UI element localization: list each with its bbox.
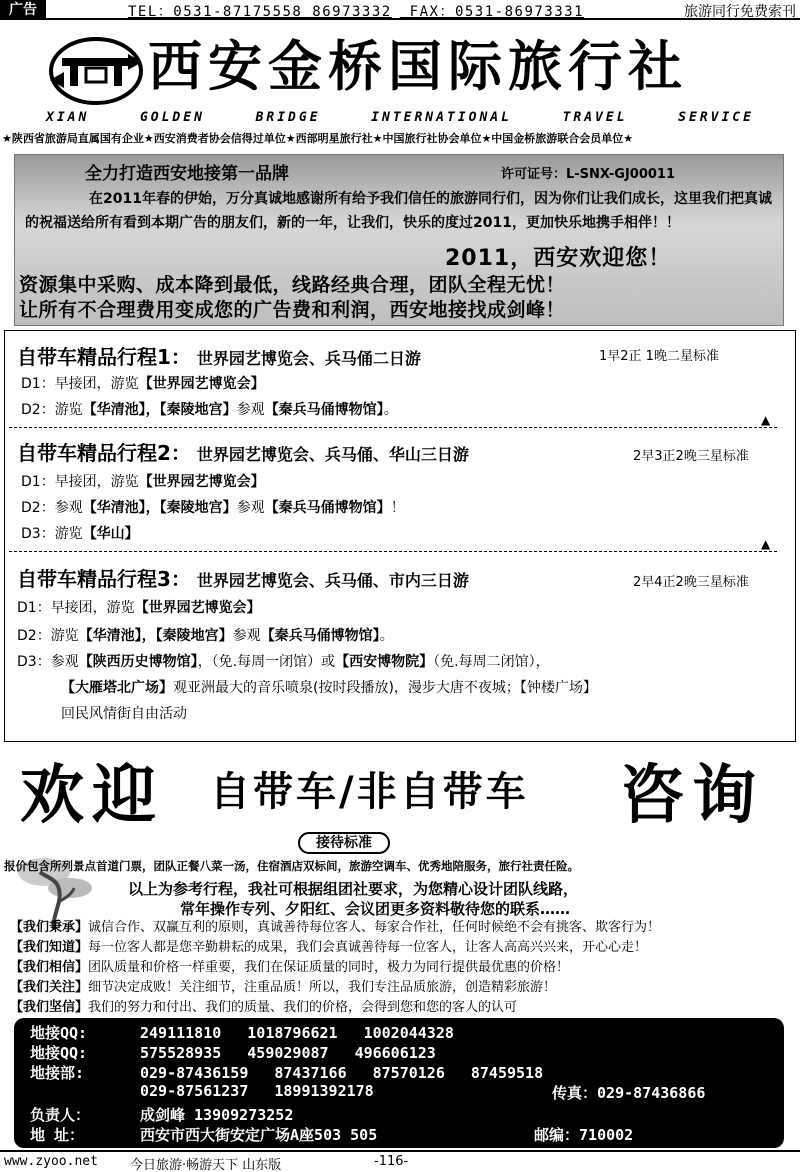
phone-row-1: 地接部: 029-87436159 87437166 87570126 87459518	[30, 1064, 544, 1082]
en-word: BRIDGE	[255, 110, 321, 125]
itinerary-1-day-2: D2：游览【华清池】，【秦陵地宫】参观【秦兵马俑博物馆】。	[21, 402, 398, 418]
itinerary-2-day-3: D3：游览【华山】	[21, 526, 139, 542]
qq-row-1: 地接QQ: 249111810 1018796621 1002044328	[30, 1024, 454, 1042]
pledge-item: 【我们知道】每一位客人都是您辛勤耕耘的成果，我们会真诚善待每一位客人，让客人高高兴兴来，开心心走！	[10, 940, 648, 955]
slogan-line-2: 让所有不合理费用变成您的广告费和利润，西安地接找成剑峰！	[19, 299, 566, 321]
company-name-en	[46, 110, 754, 125]
header-tel: TEL：0531-87175558 86973332	[128, 4, 392, 20]
en-word: GOLDEN	[139, 110, 205, 125]
zip-row: 邮编：710002	[534, 1126, 634, 1144]
banner-slogan	[19, 273, 779, 323]
welcome-banner	[20, 744, 790, 833]
company-logo-icon	[48, 36, 144, 106]
publication-name: 旅游同行免费索刊	[684, 4, 796, 20]
itinerary-3-standard: 2早4正2晚三星标准	[633, 575, 749, 590]
standards-badge: 接待标准	[298, 832, 390, 854]
top-bar	[0, 0, 800, 20]
en-word: SERVICE	[678, 110, 754, 125]
fax-row: 传真：029-87436866	[552, 1084, 706, 1102]
itinerary-3-day-3: D3：参观【陕西历史博物馆】，（免.每周一闭馆）或【西安博物院】（免.每周二闭馆），	[17, 654, 550, 670]
itinerary-2-route: 世界园艺博览会、兵马俑、华山三日游	[196, 445, 469, 464]
itinerary-1-day-1: D1：早接团，游览【世界园艺博览会】	[21, 376, 265, 392]
header-fax: FAX：0531-86973331	[409, 4, 585, 20]
footer-site: www.zyoo.net	[4, 1154, 98, 1169]
itinerary-3-title: 自带车精品行程3： 世界园艺博览会、兵马俑、市内三日游	[17, 567, 469, 591]
itinerary-1-title: 自带车精品行程1： 世界园艺博览会、兵马俑二日游	[17, 345, 421, 369]
welcome-left: 欢迎	[20, 758, 164, 833]
itineraries-section	[4, 330, 796, 742]
footer-slogan: 今日旅游·畅游天下 山东版	[130, 1158, 282, 1172]
triangle-marker-icon: ▲	[761, 537, 771, 551]
itinerary-2-day-1: D1：早接团，游览【世界园艺博览会】	[21, 474, 265, 490]
itinerary-3-route: 世界园艺博览会、兵马俑、市内三日游	[196, 571, 469, 590]
phone-row-2: 029-87561237 18991392178	[140, 1082, 374, 1100]
company-name-cn: 西安金桥国际旅行社	[148, 34, 688, 98]
welcome-2011: 2011，西安欢迎您！	[445, 246, 672, 271]
manager-row: 负责人： 成剑峰 13909273252	[30, 1106, 294, 1124]
contact-panel	[14, 1018, 784, 1148]
divider	[9, 427, 777, 428]
membership-line: ★陕西省旅游局直属国有企业★西安消费者协会信得过单位★西部明星旅行社★中国旅行社协会单位★中国金桥旅游联合会员单位★	[2, 132, 634, 145]
footer	[0, 1150, 800, 1172]
itinerary-3-day-1: D1：早接团，游览【世界园艺博览会】	[17, 600, 261, 616]
itinerary-3-extra-1: 【大雁塔北广场】观亚洲最大的音乐喷泉(按时段播放)，漫步大唐不夜城；【钟楼广场】	[61, 680, 597, 696]
triangle-marker-icon: ▲	[761, 413, 771, 427]
license-number: 许可证号：L-SNX-GJ00011	[501, 167, 676, 182]
slogan-line-1: 资源集中采购、成本降到最低，线路经典合理，团队全程无忧！	[19, 274, 566, 296]
intro-banner	[14, 154, 784, 326]
divider	[9, 551, 777, 552]
standards-text: 报价包含所列景点首道门票，团队正餐八菜一汤，住宿酒店双标间，旅游空调车、优秀地陪服务，旅行社责任险。	[4, 859, 579, 873]
qq-row-2: 地接QQ: 575528935 459029087 496606123	[30, 1044, 436, 1062]
pledges-list	[10, 918, 800, 1018]
itinerary-1-route: 世界园艺博览会、兵马俑二日游	[196, 349, 421, 368]
ad-tag: 广告	[0, 0, 46, 20]
welcome-middle: 自带车/非自带车	[210, 769, 529, 815]
itinerary-3-extra-2: 回民风情街自由活动	[61, 706, 187, 722]
itinerary-2-standard: 2早3正2晚三星标准	[633, 449, 749, 464]
pledge-item: 【我们相信】团队质量和价格一样重要，我们在保证质量的同时，极力为同行提供最优惠的价格！	[10, 960, 570, 975]
en-word: XIAN	[46, 110, 90, 125]
pledge-item: 【我们坚信】我们的努力和付出、我们的质量、我们的价格，会得到您和您的客人的认可	[10, 1000, 518, 1015]
pledge-item: 【我们秉承】诚信合作、双赢互利的原则，真诚善待每位客人、每家合作社，任何时候绝不会有挑客、欺客行为！	[10, 920, 661, 935]
en-word: INTERNATIONAL	[371, 110, 512, 125]
welcome-right: 咨询	[620, 758, 764, 833]
itinerary-2-day-2: D2：参观【华清池】，【秦陵地宫】参观【秦兵马俑博物馆】！	[21, 500, 405, 516]
en-word: TRAVEL	[562, 110, 628, 125]
header-contact	[128, 1, 592, 21]
page-number: -116-	[374, 1154, 409, 1169]
banner-title: 全力打造西安地接第一品牌	[85, 164, 289, 184]
itinerary-1-standard: 1早2正 1晚二星标准	[599, 349, 719, 364]
itinerary-2-title: 自带车精品行程2： 世界园艺博览会、兵马俑、华山三日游	[17, 441, 469, 465]
special-train-note: 常年操作专列、夕阳红、会议团更多资料敬待您的联系……	[180, 900, 571, 918]
custom-route-note: 以上为参考行程，我社可根据组团社要求，为您精心设计团队线路，	[128, 880, 579, 898]
address-row: 地 址： 西安市西大街安定广场A座503 505	[30, 1126, 378, 1144]
banner-intro: 在2011年春的伊始，万分真诚地感谢所有给予我们信任的旅游同行们，因为你们让我们成长，这里我们把真诚的祝福送给所有看到本期广告的朋友们，新的一年，让我们，快乐的度过2011，更加快乐地携手相伴！！	[25, 191, 772, 231]
pledge-item: 【我们关注】细节决定成败！关注细节，注重品质！所以，我们专注品质旅游，创造精彩旅游！	[10, 980, 557, 995]
itinerary-3-day-2: D2：游览【华清池】，【秦陵地宫】参观【秦兵马俑博物馆】。	[17, 628, 394, 644]
